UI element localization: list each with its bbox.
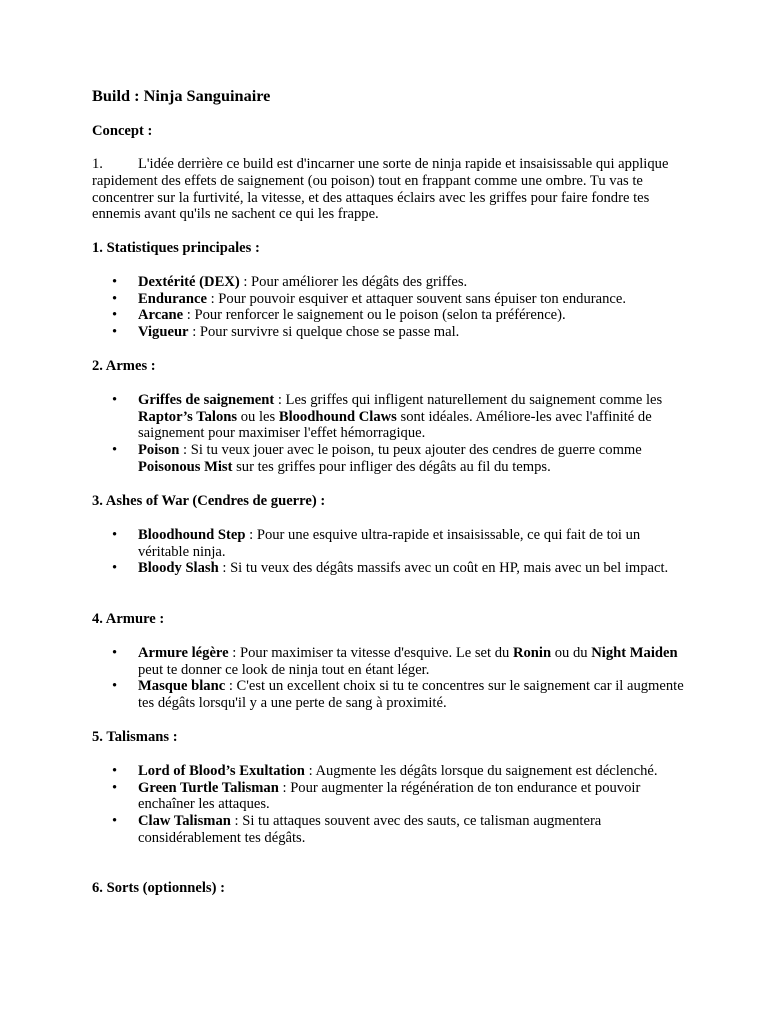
- item-term: Vigueur: [138, 324, 189, 341]
- item-text: : Les griffes qui infligent naturellement du saignement comme les: [274, 391, 663, 408]
- section-heading: 4. Armure :: [92, 611, 165, 627]
- bullet: •: [112, 273, 118, 290]
- bullet: •: [112, 391, 118, 408]
- bullet: •: [112, 290, 118, 307]
- item-term: Griffes de saignement: [138, 391, 275, 408]
- section-ashes: [92, 493, 692, 577]
- concept-number: 1.: [92, 156, 103, 172]
- item-text: ou les: [237, 408, 279, 425]
- armes-list: [92, 392, 692, 476]
- item-term: Lord of Blood’s Exultation: [138, 762, 305, 779]
- section-heading: 5. Talismans :: [92, 729, 178, 745]
- list-item: [92, 763, 692, 780]
- item-text: : Augmente les dégâts lorsque du saignement est déclenché.: [304, 762, 658, 779]
- list-item: [92, 291, 692, 308]
- item-text: : Pour pouvoir esquiver et attaquer souvent sans épuiser ton endurance.: [206, 290, 626, 307]
- bullet: •: [112, 644, 118, 661]
- list-item: [92, 813, 692, 847]
- list-item: [92, 678, 692, 712]
- section-heading: 6. Sorts (optionnels) :: [92, 880, 225, 896]
- section-heading: 2. Armes :: [92, 358, 156, 374]
- bullet: •: [112, 678, 118, 695]
- item-term: Masque blanc: [138, 678, 226, 695]
- stats-list: [92, 274, 692, 341]
- item-text: : C'est un excellent choix si tu te concentres sur le saignement car il augmente tes dégâts lorsqu'il y a une perte de sang à proximité.: [138, 678, 684, 712]
- item-term: Ronin: [512, 644, 552, 661]
- section-sorts: [92, 880, 692, 897]
- list-item: [92, 560, 692, 577]
- item-text: : Pour augmenter la régénération de ton endurance et pouvoir enchaîner les attaques.: [138, 779, 641, 813]
- bullet: •: [112, 779, 118, 796]
- list-item: [92, 392, 692, 442]
- item-term: Poison: [138, 442, 180, 459]
- item-term: Arcane: [138, 307, 184, 324]
- list-item: [92, 274, 692, 291]
- section-stats: [92, 240, 692, 341]
- section-armes: [92, 358, 692, 476]
- item-text: : Pour améliorer les dégâts des griffes.: [239, 273, 468, 290]
- item-term: Poisonous Mist: [138, 458, 233, 475]
- bullet: •: [112, 442, 118, 459]
- list-item: [92, 780, 692, 814]
- item-text: sont idéales. Améliore-les avec l'affinité de saignement pour maximiser l'effet hémorragique.: [138, 408, 652, 442]
- list-item: [92, 442, 692, 476]
- item-text: : Pour renforcer le saignement ou le poison (selon ta préférence).: [183, 307, 566, 324]
- item-text: : Pour maximiser ta vitesse d'esquive. Le set du: [228, 644, 513, 661]
- item-term: Green Turtle Talisman: [138, 779, 279, 796]
- concept-heading: Concept :: [92, 123, 153, 139]
- item-term: Bloodhound Step: [138, 526, 246, 543]
- item-text: : Pour une esquive ultra-rapide et insaisissable, ce qui fait de toi un véritable ninja.: [138, 526, 641, 560]
- item-text: ou du: [551, 644, 592, 661]
- list-item: [92, 645, 692, 679]
- list-item: [92, 324, 692, 341]
- list-item: [92, 307, 692, 324]
- item-term: Armure légère: [138, 644, 229, 661]
- item-term: Bloodhound Claws: [278, 408, 397, 425]
- item-term: Night Maiden: [591, 644, 678, 661]
- item-term: Endurance: [138, 290, 207, 307]
- section-heading: 3. Ashes of War (Cendres de guerre) :: [92, 493, 326, 509]
- section-heading: 1. Statistiques principales :: [92, 240, 260, 256]
- item-text: sur tes griffes pour infliger des dégâts au fil du temps.: [232, 458, 551, 475]
- page-title: Build : Ninja Sanguinaire: [92, 86, 271, 105]
- talismans-list: [92, 763, 692, 847]
- bullet: •: [112, 813, 118, 830]
- bullet: •: [112, 307, 118, 324]
- item-text: : Si tu attaques souvent avec des sauts, ce talisman augmentera considérablement tes dégâts.: [138, 813, 602, 846]
- concept-text: L'idée derrière ce build est d'incarner une sorte de ninja rapide et insaisissable qui applique rapidement des effets de saignement (ou poison) tout en frappant comme une ombre. Tu vas te concentrer sur la furtivité, la vitesse, et des attaques éclairs avec les griffes pour faire fondre tes ennemis avant qu'ils ne sachent ce qui les frappe.: [92, 156, 669, 223]
- bullet: •: [112, 762, 118, 779]
- item-term: Raptor’s Talons: [138, 408, 238, 425]
- ashes-list: [92, 527, 692, 577]
- bullet: •: [112, 324, 118, 341]
- bullet: •: [112, 560, 118, 577]
- item-text: : Si tu veux des dégâts massifs avec un coût en HP, mais avec un bel impact.: [218, 560, 669, 577]
- concept-paragraph: [92, 156, 682, 223]
- item-text: : Si tu veux jouer avec le poison, tu peux ajouter des cendres de guerre comme: [179, 442, 642, 459]
- item-term: Dextérité (DEX): [138, 273, 240, 290]
- section-talismans: [92, 729, 692, 847]
- bullet: •: [112, 526, 118, 543]
- armure-list: [92, 645, 692, 712]
- item-text: peut te donner ce look de ninja tout en étant léger.: [138, 661, 430, 678]
- list-item: [92, 527, 692, 561]
- item-text: : Pour survivre si quelque chose se passe mal.: [188, 324, 460, 341]
- section-armure: [92, 611, 692, 712]
- item-term: Claw Talisman: [138, 813, 231, 830]
- item-term: Bloody Slash: [138, 560, 219, 577]
